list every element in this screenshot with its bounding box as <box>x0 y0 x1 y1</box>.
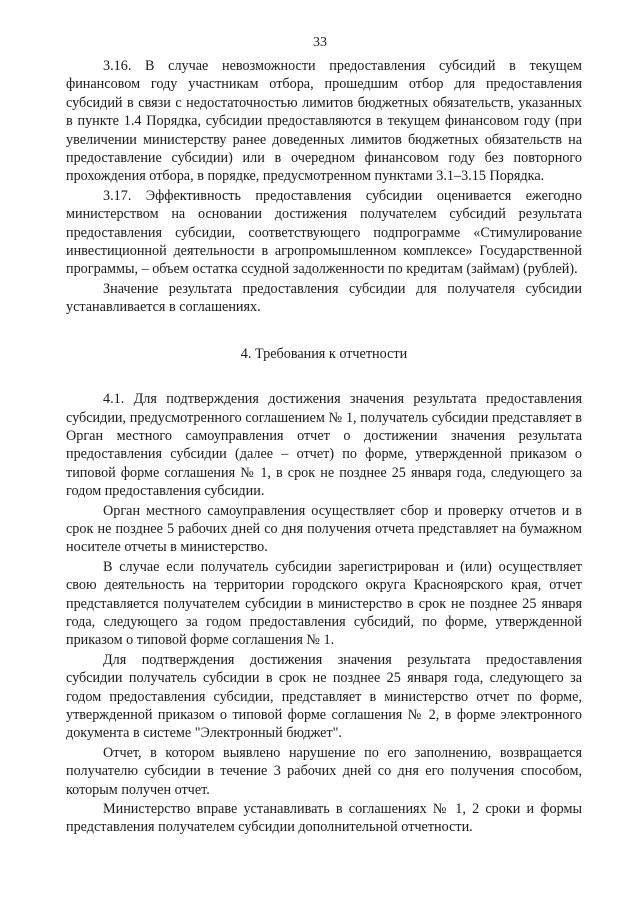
section-heading: 4. Требования к отчетности <box>240 345 408 362</box>
paragraph-3-17: 3.17. Эффективность предоставления субсидии оценивается ежегодно министерством на основании достижения получателем субсидий результата предоставления субсидии, соответствующего подпрограмме «Стимулирование инвестиционной деятельности в агропромышленном комплексе» Государственной программы, – объем остатка ссудной задолженности по кредитам (займам) (рублей). <box>66 187 582 278</box>
paragraph-3-16: 3.16. В случае невозможности предоставления субсидий в текущем финансовом году участникам отбора, прошедшим отбор для предоставления субсидий в связи с недостаточностью лимитов бюджетных обязательств, указанных в пункте 1.4 Порядка, субсидии предоставляются в текущем финансовом году (при увеличении министерству ранее доведенных лимитов бюджетных обязательств на предоставление субсидии) или в очередном финансовом году без повторного прохождения отбора, в порядке, предусмотренном пунктами 3.1–3.15 Порядка. <box>66 58 582 185</box>
page-number: 33 <box>313 35 327 50</box>
paragraph-ministry-right: Министерство вправе устанавливать в соглашениях № 1, 2 сроки и формы представления получателем субсидии дополнительной отчетности. <box>66 801 582 836</box>
document-body <box>66 57 582 837</box>
paragraph-violation: Отчет, в котором выявлено нарушение по его заполнению, возвращается получателю субсидии в течение 3 рабочих дней со дня его получения способом, которым получен отчет. <box>66 744 582 798</box>
paragraph-4-1: 4.1. Для подтверждения достижения значения результата предоставления субсидии, предусмотренного соглашением № 1, получатель субсидии представляет в Орган местного самоуправления отчет о достижении значения результата предоставления субсидии (далее – отчет) по форме, утвержденной приказом о типовой форме соглашения № 1, в срок не позднее 25 января года, следующего за годом предоставления субсидии. <box>66 391 582 500</box>
paragraph-local-government: Орган местного самоуправления осуществляет сбор и проверку отчетов и в срок не позднее 5 рабочих дней со дня получения отчета представляет на бумажном носителе отчеты в министерство. <box>66 502 582 556</box>
paragraph-krasnoyarsk: В случае если получатель субсидии зарегистрирован и (или) осуществляет свою деятельность на территории городского округа Красноярского края, отчет представляется получателем субсидии в министерство в срок не позднее 25 января года, следующего за годом предоставления субсидий, по форме, утвержденной приказом о типовой форме соглашения № 1. <box>66 558 582 649</box>
paragraph-result-value: Значение результата предоставления субсидии для получателя субсидии устанавливается в соглашениях. <box>66 280 582 316</box>
paragraph-agreement-2: Для подтверждения достижения значения результата предоставления субсидии получатель субсидии в срок не позднее 25 января года, следующего за годом предоставления субсидии, представляет в министерство отчет по форме, утвержденной приказом о типовой форме соглашения № 2, в форме электронного документа в системе "Электронный бюджет". <box>66 651 582 742</box>
